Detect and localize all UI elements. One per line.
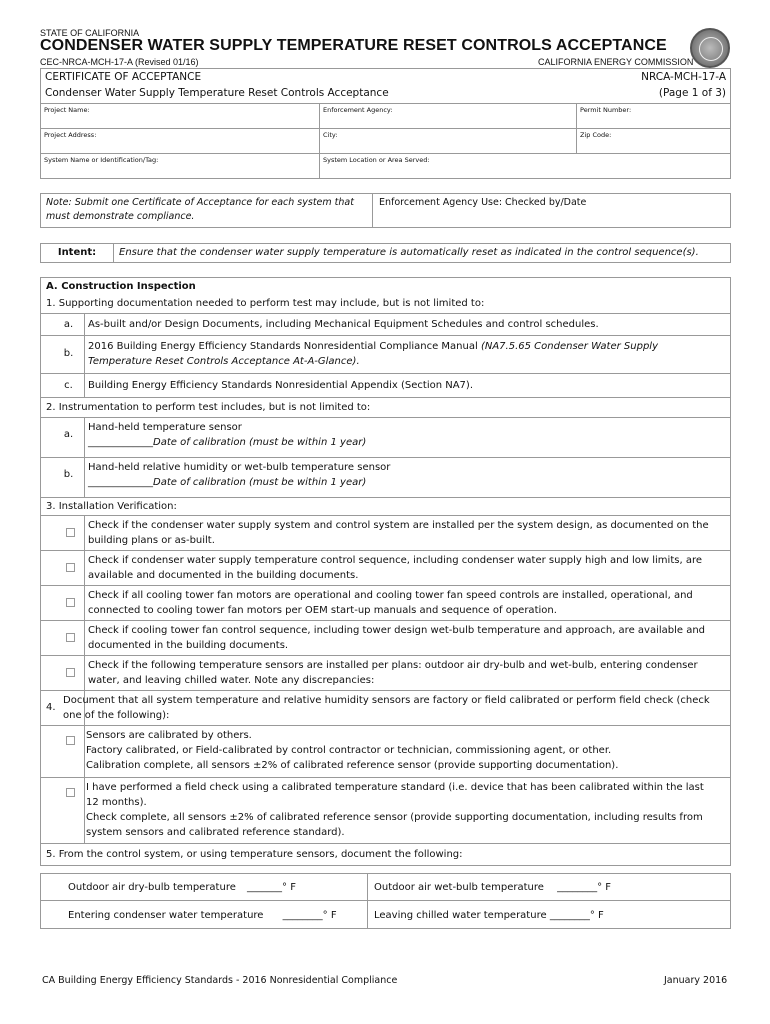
cert-subtitle: Condenser Water Supply Temperature Reset Controls Acceptance: [45, 87, 389, 99]
page-indicator: (Page 1 of 3): [658, 87, 727, 99]
option-field-check-text: I have performed a field check using a calibrated temperature standard (i.e. device that has been calibrated within the last 12 months). Check complete, all sensors ±2% of calibrated reference sensor (provide supporting documentation, including results from system sensors and calibrated reference standard).: [85, 777, 731, 843]
checkbox-tower-fan-motors[interactable]: [66, 598, 75, 607]
checkbox-tower-fan-sequence[interactable]: [66, 633, 75, 642]
cert-title: CERTIFICATE OF ACCEPTANCE: [45, 71, 202, 83]
outdoor-wet-bulb-cell: Outdoor air wet-bulb temperature ________° F: [368, 874, 731, 901]
item-2a-letter: a.: [41, 417, 85, 457]
calibration-date-input-a[interactable]: _____________: [88, 436, 153, 448]
project-name-field[interactable]: Project Name:: [41, 103, 320, 128]
checkbox-calibrated-by-others[interactable]: [66, 736, 75, 745]
leaving-chilled-cell: Leaving chilled water temperature ________° F: [368, 901, 731, 929]
zip-code-field[interactable]: Zip Code:: [577, 128, 731, 153]
check-tower-fan-motors-text: Check if all cooling tower fan motors are operational and cooling tower fan speed controls are installed, operational, and connected to cooling tower fan motors per OEM start-up manuals and sequence of operation.: [85, 585, 731, 620]
state-label: STATE OF CALIFORNIA: [40, 28, 140, 38]
system-name-field[interactable]: System Name or Identification/Tag:: [41, 153, 320, 178]
item-1b-letter: b.: [41, 335, 85, 373]
item-1c-text: Building Energy Efficiency Standards Nonresidential Appendix (Section NA7).: [85, 373, 731, 397]
item-2b-text: Hand-held relative humidity or wet-bulb temperature sensor _____________Date of calibration (must be within 1 year): [85, 457, 731, 497]
check-install-per-design-text: Check if the condenser water supply system and control system are installed per the system design, as documented on the building plans or as-built.: [85, 515, 731, 550]
intent-text: Ensure that the condenser water supply temperature is automatically reset as indicated in the control sequence(s).: [114, 244, 731, 263]
section-a-title: A. Construction Inspection: [41, 278, 731, 296]
outdoor-dry-bulb-input[interactable]: _______° F: [247, 882, 296, 893]
form-title: CONDENSER WATER SUPPLY TEMPERATURE RESET CONTROLS ACCEPTANCE: [40, 37, 667, 54]
checkbox-control-sequence[interactable]: [66, 563, 75, 572]
entering-condenser-cell: Entering condenser water temperature ________° F: [41, 901, 368, 929]
check-temperature-sensors-text: Check if the following temperature sensors are installed per plans: outdoor air dry-bulb and wet-bulb, entering condenser water, and leaving chilled water. Note any discrepancies:: [85, 655, 731, 690]
intent-label: Intent:: [41, 244, 114, 263]
note-table: [40, 193, 731, 228]
option-calibrated-by-others-text: Sensors are calibrated by others. Factory calibrated, or Field-calibrated by control contractor or technician, commissioning agent, or other. Calibration complete, all sensors ±2% of calibrated reference sensor (provide supporting documentation).: [85, 725, 731, 777]
outdoor-wet-bulb-input[interactable]: ________° F: [557, 882, 612, 893]
intent-table: [40, 243, 731, 263]
item-1a-text: As-built and/or Design Documents, including Mechanical Equipment Schedules and control schedules.: [85, 313, 731, 335]
checkbox-field-check[interactable]: [66, 788, 75, 797]
permit-number-field[interactable]: Permit Number:: [577, 103, 731, 128]
item-2b-letter: b.: [41, 457, 85, 497]
agency-label: CALIFORNIA ENERGY COMMISSION: [538, 57, 694, 67]
leaving-chilled-input[interactable]: ________° F: [549, 910, 604, 921]
energy-commission-seal-icon: [690, 28, 730, 68]
entering-condenser-input[interactable]: ________° F: [282, 910, 337, 921]
supporting-docs-heading: 1. Supporting documentation needed to perform test may include, but is not limited to:: [41, 295, 731, 313]
instrumentation-heading: 2. Instrumentation to perform test includes, but is not limited to:: [41, 397, 731, 417]
form-id: CEC-NRCA-MCH-17-A (Revised 01/16): [40, 57, 199, 67]
item-4-number: 4.: [41, 690, 85, 725]
checkbox-install-per-design[interactable]: [66, 528, 75, 537]
system-location-field[interactable]: System Location or Area Served:: [320, 153, 731, 178]
installation-verification-heading: 3. Installation Verification:: [41, 497, 731, 515]
cert-form-number: NRCA-MCH-17-A: [641, 71, 727, 83]
outdoor-dry-bulb-cell: Outdoor air dry-bulb temperature _______° F: [41, 874, 368, 901]
enforcement-agency-field[interactable]: Enforcement Agency:: [320, 103, 577, 128]
enforcement-use-field[interactable]: Enforcement Agency Use: Checked by/Date: [373, 194, 731, 228]
temperature-readings-table: [40, 873, 731, 929]
project-address-field[interactable]: Project Address:: [41, 128, 320, 153]
check-tower-fan-sequence-text: Check if cooling tower fan control sequence, including tower design wet-bulb temperature and approach, are available and documented in the building documents.: [85, 620, 731, 655]
calibration-date-input-b[interactable]: _____________: [88, 476, 153, 488]
check-control-sequence-text: Check if condenser water supply temperature control sequence, including condenser water supply high and low limits, are available and documented in the building documents.: [85, 550, 731, 585]
item-1c-letter: c.: [41, 373, 85, 397]
item-4-text: Document that all system temperature and relative humidity sensors are factory or field calibrated or perform field check (check one of the following):: [85, 690, 731, 725]
construction-inspection-table: [40, 277, 731, 866]
item-2a-text: Hand-held temperature sensor _____________Date of calibration (must be within 1 year): [85, 417, 731, 457]
city-field[interactable]: City:: [320, 128, 577, 153]
project-info-table: [40, 68, 731, 179]
footer-date: January 2016: [664, 975, 728, 986]
item-1a-letter: a.: [41, 313, 85, 335]
document-temperatures-heading: 5. From the control system, or using temperature sensors, document the following:: [41, 843, 731, 865]
footer-standards: CA Building Energy Efficiency Standards - 2016 Nonresidential Compliance: [42, 975, 398, 986]
checkbox-temperature-sensors[interactable]: [66, 668, 75, 677]
note-text: Note: Submit one Certificate of Acceptance for each system that must demonstrate compliance.: [41, 194, 373, 228]
item-1b-text: 2016 Building Energy Efficiency Standards Nonresidential Compliance Manual (NA7.5.65 Condenser Water Supply Temperature Reset Controls Acceptance At-A-Glance).: [85, 335, 731, 373]
